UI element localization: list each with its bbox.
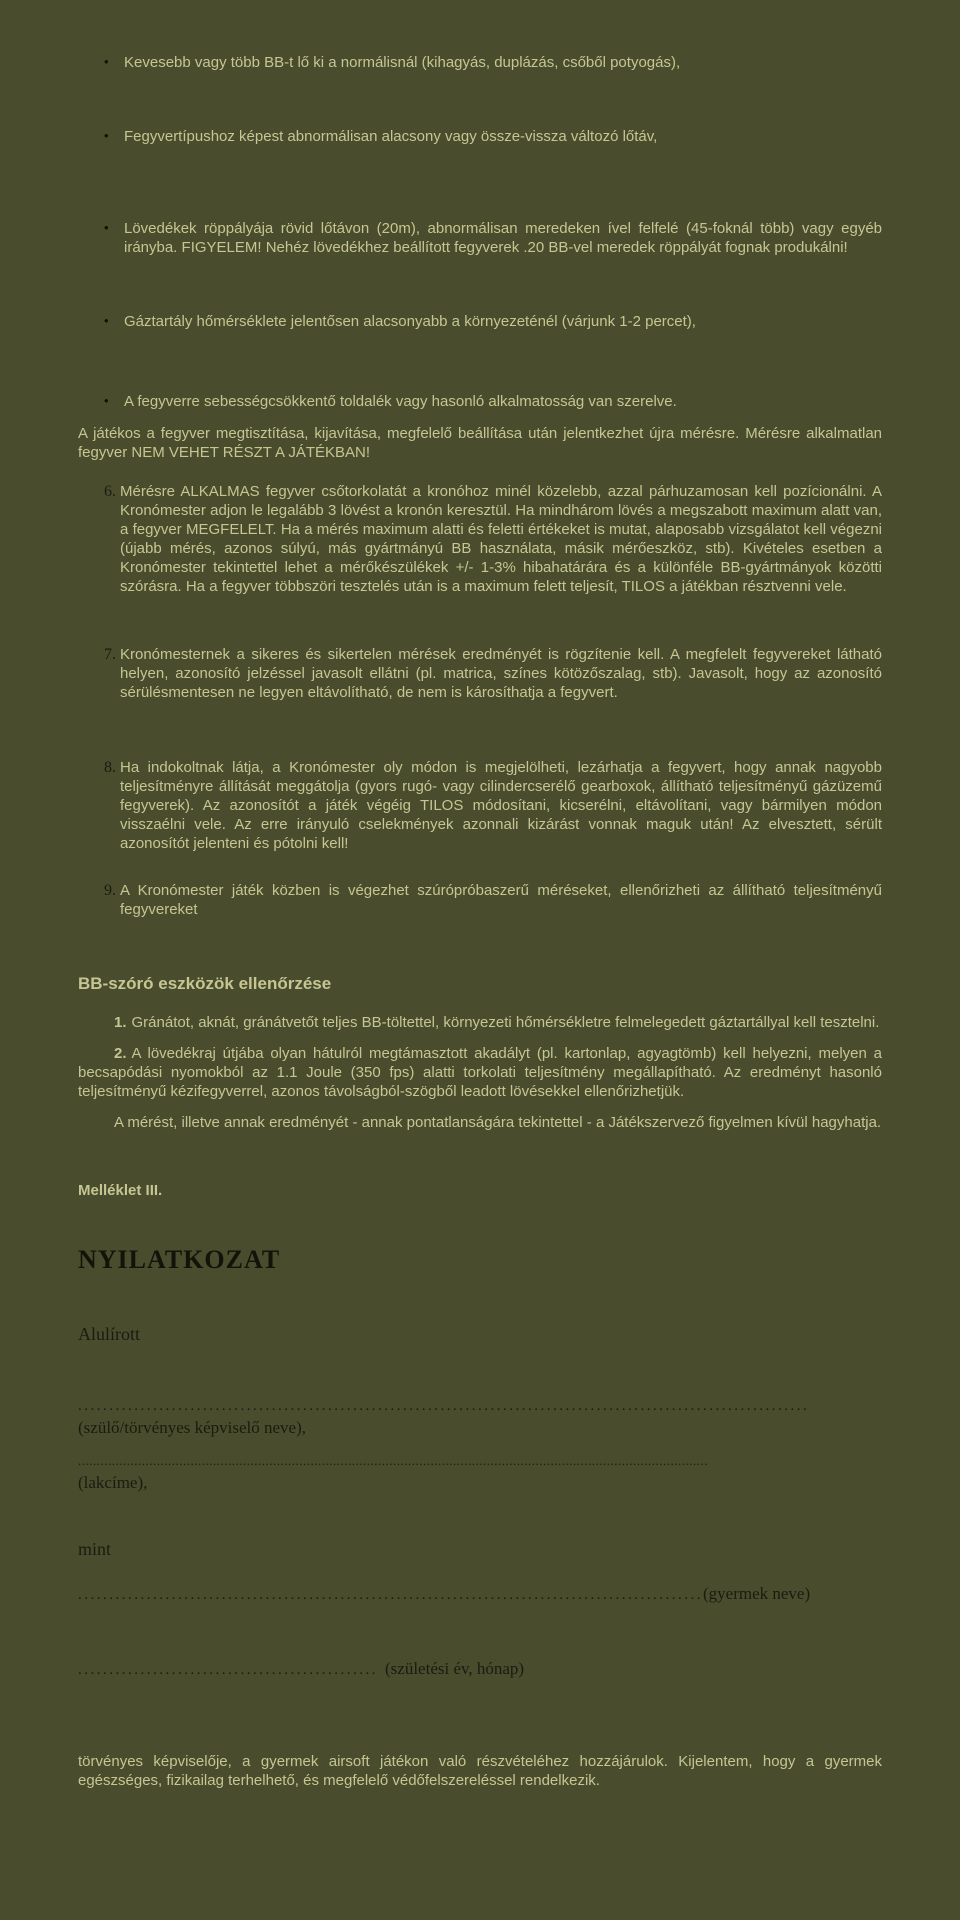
section-heading: BB-szóró eszközök ellenőrzése [78, 974, 332, 993]
malfunction-bullet-list [78, 53, 882, 411]
bullet-icon: • [104, 128, 109, 143]
bullet-item [104, 392, 882, 411]
bullet-item [104, 219, 882, 257]
numbered-item-text: Mérésre ALKALMAS fegyver csőtorkolatát a kronóhoz minél közelebb, azzal párhuzamosan kell pozícionálni. A Kronómester adjon le legalább 3 lövést a kronón keresztül. Ha mindhárom lövés a megszabott maximum alatt van, a fegyver MEGFELELT. Ha a mérés maximum alatti és feletti értékeket is mutat, alaposabb vizsgálatot kell végezni (újabb mérés, azonos súlyú, más gyártmányú BB használata, másik mérőeszköz, stb). Kivételes esetben a Kronómester tekintettel lehet a mérőkészülékek +/- 1-3% hibahatárára és a különféle BB-gyártmányok közötti szórásra. Ha a fegyver többszöri tesztelés után is a maximum felett teljesít, TILOS a játékban résztvenni vele. [120, 483, 882, 595]
bullet-item [104, 53, 882, 72]
section-paragraph-3 [78, 1113, 882, 1132]
bullet-icon: • [104, 313, 109, 328]
appendix-label: Melléklet III. [78, 1182, 163, 1199]
numbered-item-text: Kronómesternek a sikeres és sikertelen mérések eredményét is rögzítenie kell. A megfelelt fegyvereket látható helyen, azonosító jelzéssel javasolt ellátni (pl. matrica, színes kötözőszalag, stb). Javasolt, hogy az azonosító sérülésmentesen ne legyen eltávolítható, de nem is károsíthatja a fegyvert. [120, 646, 882, 701]
field-label-address: (lakcíme), [78, 1473, 148, 1492]
declaration-closing-paragraph: törvényes képviselője, a gyermek airsoft játékon való részvételéhez hozzájárulok. Kijelentem, hogy a gyermek egészséges, fizikailag terhelhető, és megfelelő védőfelszereléssel rendelkezik. [78, 1753, 882, 1789]
field-label-child-name: (gyermek neve) [703, 1584, 811, 1603]
signature-line-dots: ................................................ [78, 1662, 378, 1678]
numbered-item [104, 881, 882, 919]
signature-field-address [78, 1450, 882, 1494]
paragraph-number: 1. [114, 1014, 127, 1031]
section-paragraph-1 [78, 1013, 882, 1032]
signature-field-parent-name [78, 1395, 882, 1439]
numbered-item [104, 758, 882, 853]
field-label-parent-name: (szülő/törvényes képviselő neve), [78, 1418, 307, 1437]
bullet-item-text: Lövedékek röppályája rövid lőtávon (20m), abnormálisan meredeken ível felfelé (45-foknál több) vagy egyéb irányba. FIGYELEM! Nehéz lövedékhez beállított fegyverek .20 BB-vel meredek röppályát fognak produkálni! [124, 220, 882, 256]
bullet-item [104, 312, 882, 331]
numbered-item-text: A Kronómester játék közben is végezhet szúrópróbaszerű méréseket, ellenőrizheti az állítható teljesítményű fegyvereket [120, 882, 882, 918]
item-number: 8. [104, 759, 116, 776]
bullet-icon: • [104, 220, 109, 235]
section-paragraph-2 [78, 1044, 882, 1101]
numbered-item-text: Ha indokoltnak látja, a Kronómester oly módon is megjelölheti, lezárhatja a fegyvert, hogy annak nagyobb teljesítményre állítását meggátolja (gyors rugó- vagy cilindercserélő gearboxok, állítható teljesítményű gázüzemű fegyverek). Az azonosítót a játék végéig TILOS módosítani, kicserélni, eltávolítani, vagy bármilyen módon visszaélni vele. Az erre irányuló cselekmények azonnali kizárást vonnak maguk után! Az elvesztett, sérült azonosítót jelenteni és pótolni kell! [120, 759, 882, 852]
declaration-intro: Alulírott [78, 1324, 140, 1344]
bullet-item-text: A fegyverre sebességcsökkentő toldalék vagy hasonló alkalmatosság van szerelve. [124, 393, 677, 410]
paragraph-number: 2. [114, 1045, 127, 1062]
bullet-icon: • [104, 393, 109, 408]
retest-paragraph: A játékos a fegyver megtisztítása, kijavítása, megfelelő beállítása után jelentkezhet újra mérésre. Mérésre alkalmatlan fegyver NEM VEHET RÉSZT A JÁTÉKBAN! [78, 425, 882, 461]
bullet-icon: • [104, 54, 109, 69]
bullet-item [104, 127, 882, 146]
item-number: 7. [104, 646, 116, 663]
item-number: 6. [104, 483, 116, 500]
field-label-birth-date: (születési év, hónap) [385, 1659, 525, 1678]
bullet-item-text: Kevesebb vagy több BB-t lő ki a normálisnál (kihagyás, duplázás, csőből potyogás), [124, 54, 681, 71]
bullet-item-text: Fegyvertípushoz képest abnormálisan alacsony vagy össze-vissza változó lőtáv, [124, 128, 658, 145]
numbered-item [104, 482, 882, 596]
item-number: 9. [104, 882, 116, 899]
declaration-title: NYILATKOZAT [78, 1245, 281, 1274]
numbered-item [104, 645, 882, 702]
signature-line-dots: ..................................................................................................................... [78, 1398, 810, 1414]
signature-line-dots: .................................................................................................... [78, 1587, 703, 1603]
signature-line-dots: ........................................................................................................................................................................ [78, 1453, 708, 1468]
paragraph-text: A lövedékraj útjába olyan hátulról megtámasztott akadályt (pl. kartonlap, agyagtömb) kell helyezni, melyen a becsapódási nyomokból az 1.1 Joule (350 fps) alatti torkolati teljesítmény megállapítható. Az eredményt hasonló teljesítményű kézifegyverrel, azonos távolságból-szögből leadott lövésekkel ellenőrizhetjük. [78, 1045, 882, 1100]
signature-field-child-name [78, 1583, 882, 1606]
bullet-item-text: Gáztartály hőmérséklete jelentősen alacsonyabb a környezeténél (várjunk 1-2 percet), [124, 313, 696, 330]
signature-field-birth-date [78, 1658, 882, 1681]
paragraph-text: A mérést, illetve annak eredményét - annak pontatlanságára tekintettel - a Játékszervező figyelmen kívül hagyhatja. [114, 1114, 882, 1131]
chrono-rules-list [78, 482, 882, 919]
connector-word-mint: mint [78, 1539, 112, 1559]
paragraph-text: Gránátot, aknát, gránátvetőt teljes BB-töltettel, környezeti hőmérsékletre felmelegedett gáztartállyal kell tesztelni. [131, 1014, 880, 1031]
